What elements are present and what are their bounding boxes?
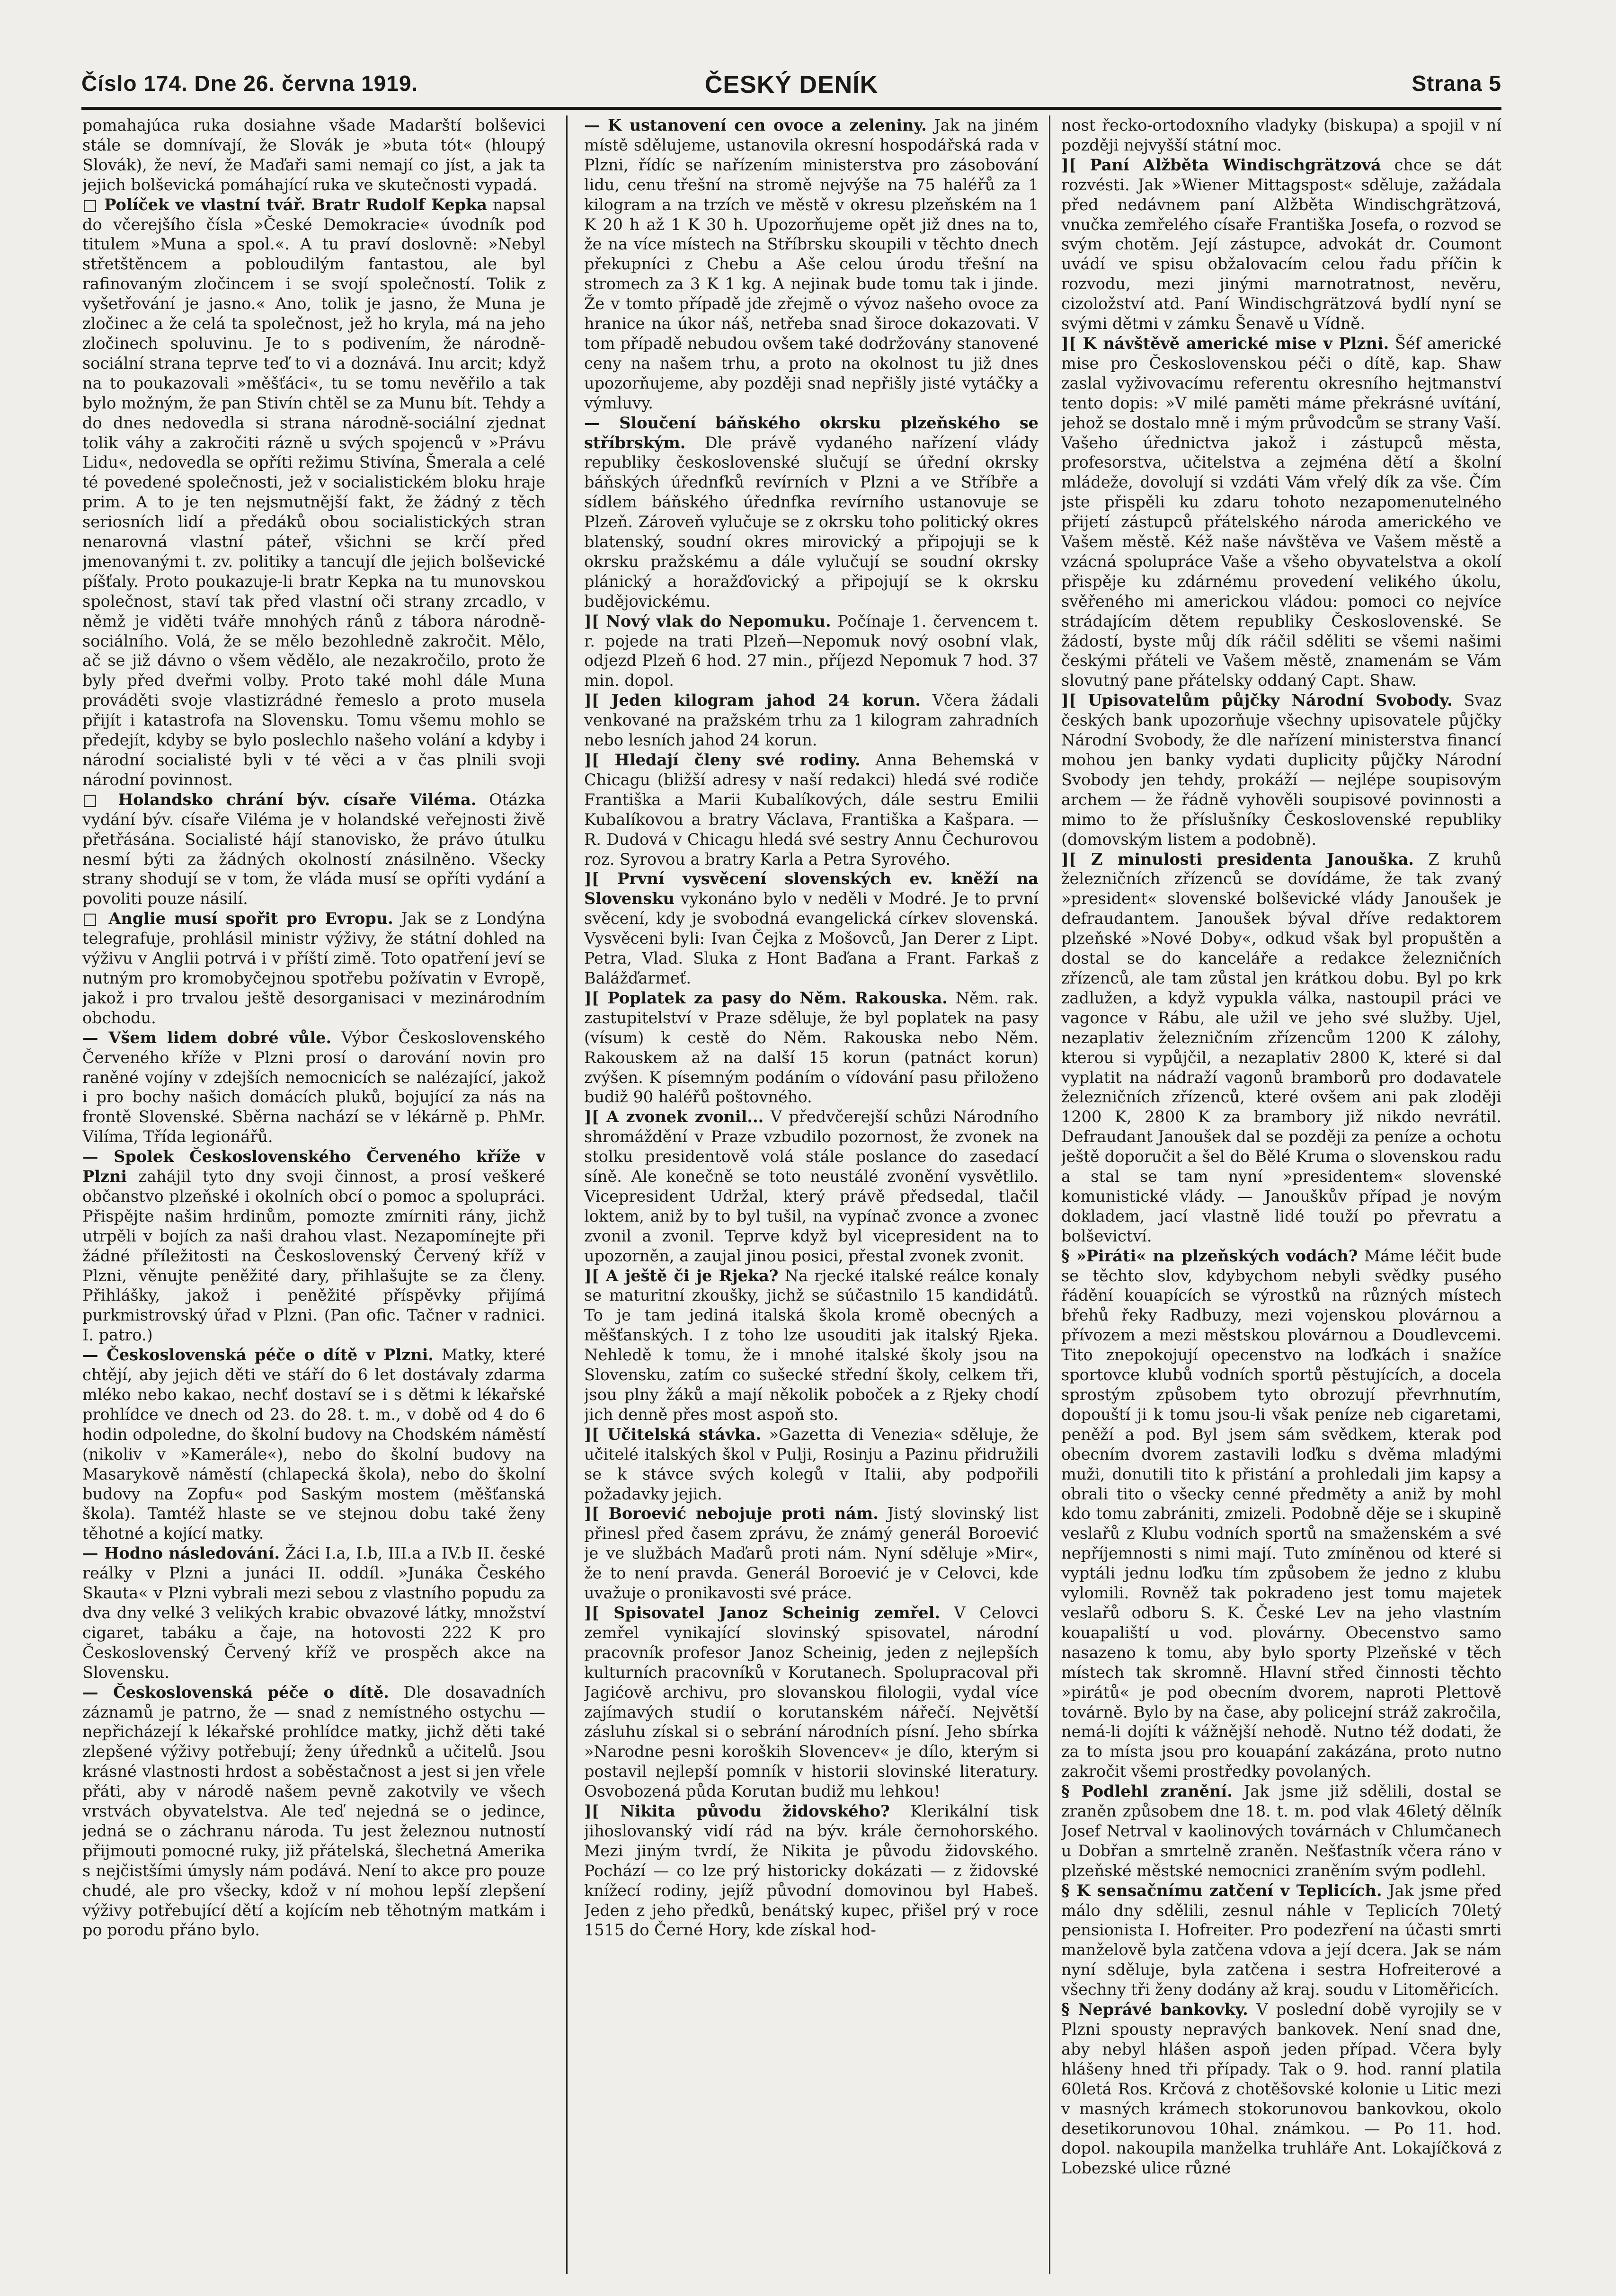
article-text: V Celovci zemřel vynikající slovinský spisovatel, národní pracovník profesor Janoz Scheinig, jeden z nejlepších kulturních pracovníků v Korutanech. Spolupracoval při Jagićově archivu, pro slovanskou filologii, vydal více zajímavých studií o korutanském nářečí. Největší zásluhu získal si o sebrání národních písní. Jeho sbírka »Narodne pesni koroških Slovencev« je dílo, kterým si postavil nejlepší pomník v historii slovinské literatury. Osvobozená půda Korutan budiž mu lehkou! bbox=[584, 1603, 1039, 1801]
article-paragraph bbox=[584, 612, 1039, 691]
article-paragraph bbox=[82, 115, 545, 195]
article-headline: § K sensačnímu zatčení v Teplicích. bbox=[1061, 1881, 1382, 1900]
article-text: V předvčerejší schůzi Národního shromáždění v Praze vzbudilo pozornost, že zvonek na stolku presidentově volá stále poslance do zasedací síně. Ale konečně se toto neustálé zvonění vysvětlilo. Vicepresident Udržal, který právě předsedal, tlačil loktem, aniž by to byl tušil, na vypínač zvonce a zvonec zvonil a zvonil. Teprve když byl vicepresident na to upozorněn, a zaujal jinou posici, přestal zvonek zvonit. bbox=[584, 1108, 1039, 1265]
article-paragraph bbox=[82, 909, 545, 1028]
article-text: »Gazetta di Venezia« sděluje, že učitelé italských škol v Pulji, Rosinju a Pazinu přidružili se k stávce svých kolegů v Italii, aby podpořili požadavky jejich. bbox=[584, 1425, 1039, 1503]
article-text: Na rjecké italské reálce konaly se maturitní zkoušky, jichž se súčastnilo 15 kandidátů. To je tam jediná italská škola kromě obecných a měšťanských. I z toho lze usouditi jak italský Rjeka. Nehledě k tomu, že i mnohé italské školy jsou na Slovensku, zatím co sušecké střední školy, celkem tři, jsou plny žáků a mají několik poboček a z Rjeky chodí jich denně přes most aspoň sto. bbox=[584, 1266, 1039, 1424]
article-headline: ][ Paní Alžběta Windischgrätzová bbox=[1061, 155, 1381, 174]
article-headline: ][ Jeden kilogram jahod 24 korun. bbox=[584, 691, 921, 710]
article-text: Matky, které chtějí, aby jejich děti ve stáří do 6 let dostávaly zdarma mléko nebo kakao, nechť dostaví se i s dětmi k lékařské prohlídce ve dnech od 23. do 28. t. m., v době od 4 do 6 hodin odpoledne, do školní budovy na Chodském náměstí (nikoliv v »Kamerále«), nebo do školní budovy na Masarykově náměstí (chlapecká škola), nebo do školní budovy na Zopfu« pod Saským mostem (měšťanská škola). Tamtéž hlaste se ve stejnou dobu také ženy těhotné a kojící matky. bbox=[82, 1346, 545, 1543]
article-headline: ][ Hledají členy své rodiny. bbox=[584, 751, 861, 769]
article-text: Máme léčit bude se těchto slov, kdybychom nebyli svědky pusého řádění kouapících se výrostků na různých místech břehů řeky Radbuzy, mezi vojenskou plovárnou a přívozem a mezi městskou plovárnou a Doudlevcemi. Tito znepokojují opecenstvo na loďkách i snažíce sportovce klubů vodních sportů pěstujících, a docela sprostým způsobem tyto obrozují převrhnutím, dopouští ji k tomu jsou-li však peníze neb cigaretami, peněží a pod. Byl jsem sám svědkem, kterak pod obecním dvorem zastavili loďku s dvěma mladými muži, donutili tito k přistání a prohledali jim kapsy a obrali tito o všecky cenné předměty a aniž by mohl kdo tomu zabrániti, zmizeli. Podobně děje se i skupině veslařů z Klubu vodních sportů na smaženském a své nepříjemnosti s nimi mají. Tuto zmíněnou od které si vyptáli jednu loďku tím způsobem že jedno z klubu vylomili. Rovněž tak pokradeno jest tomu majetek veslařů odboru S. K. České Lev na jeho vlastním kouapaliští u vod. plovárny. Obecenstvo samo nasazeno k tomu, aby bylo sporty Plzeňské v těch místech tak skromně. Hlavní střed činnosti těchto »pirátů« je pod obecním dvorem, naproti Plettově továrně. Bylo by na čase, aby policejní stráž zakročila, nemá-li dojíti k vážnější nehodě. Nutno též dodati, že za to místa jsou pro kouapání zakázána, proto nutno zakročit všemi prostředky povolaných. bbox=[1061, 1246, 1501, 1781]
article-paragraph bbox=[584, 1504, 1039, 1603]
article-headline: § »Piráti« na plzeňských vodách? bbox=[1061, 1246, 1358, 1265]
article-headline: § Neprávé bankovky. bbox=[1061, 2000, 1248, 2019]
page-header bbox=[81, 69, 1501, 102]
article-paragraph bbox=[82, 1345, 545, 1543]
article-text: Dle dosavadních záznamů je patrno, že — snad z nemístného ostychu — nepřicházejí k lékařské prohlídce matky, jichž děti také zlepšené výživy potřebují; ženy úřednků a učitelů. Jsou krásné vlastnosti hrdost a soběstačnost a jest si jen vřele přáti, aby v národě našem pevně zakotvily ve všech vrstvách obyvatelstva. Ale teď nejedná se o jedince, jedná se o záchranu národa. Tu jest železnou nutností přijmouti pomocné ruky, již přátelská, šlechetná Amerika s nejčistšími úmysly nám podává. Není to akce pro pouze chudé, ale pro všecky, kdož v ní mohou lepší zlepšení výživy potřebující dětí a kojícím neb těhotným matkám i po porodu přáno bylo. bbox=[82, 1683, 545, 1940]
article-paragraph bbox=[1061, 334, 1501, 691]
article-paragraph bbox=[584, 1603, 1039, 1801]
article-headline: ][ Boroević nebojuje proti nám. bbox=[584, 1504, 879, 1523]
article-text: Jak jsme před málo dny sdělili, zesnul náhle v Teplicích 70letý pensionista I. Hofreiter. Pro podezření na účasti smrti manželově byla zatčena vdova a její dcera. Jak se nám nyní sděluje, byla zatčena i sestra Hofreiterové a všechny tři ženy dodány až kraj. soudu v Litoměřicích. bbox=[1061, 1881, 1501, 1999]
article-text: Jistý slovinský list přinesl před časem zprávu, že známý generál Boroević je ve službách Maďarů proti nám. Nyní sděluje »Mir«, že to není pravda. Generál Boroević je v Celovci, kde uvažuje o pronikavosti své práce. bbox=[584, 1504, 1039, 1603]
article-text: Výbor Československého Červeného kříže v Plzni prosí o darování novin pro raněné vojíny v zdejších nemocnicích se nalézající, jakož i pro bochy našich domácích pluků, bojující za nás na frontě Slovenské. Sběrna nachází se v lékárně p. PhMr. Vilíma, Třída legionářů. bbox=[82, 1028, 545, 1146]
article-text: Jak na jiném místě sdělujeme, ustanovila okresní hospodářská rada v Plzni, řídíc se nařízením ministerstva pro zásobování lidu, cenu třešní na stromě nejvýše na 75 haléřů za 1 kilogram a na trzích ve městě v okresu plzeňském na 1 K 20 h až 1 K 30 h. Upozorňujeme opět již dnes na to, že na více místech na Stříbrsku skoupili v těchto dnech překupníci z Chebu a Aše celou úrodu třešní na stromech za 3 K 1 kg. A nejinak bude tomu tak i jinde. Že v tomto případě jde zřejmě o vývoz našeho ovoce za hranice na úkor náš, netřeba snad široce dokazovati. V tom případě nebudou ovšem také dodržovány stanovené ceny na našem trhu, a proto na okolnost tu již dnes upozorňujeme, aby později snad nepřišly jisté vytáčky a výmluvy. bbox=[584, 116, 1039, 412]
article-headline: — Československá péče o dítě v Plzni. bbox=[82, 1346, 434, 1365]
article-text: napsal do včerejšího čísla »České Demokracie« úvodník pod titulem »Muna a spol.«. A tu praví doslovně: »Nebyl střetštěncem a pobloudilým fantastou, ale byl rafinovaným zločincem i se svojí společností. Tolik z vyšetřování je jasno.« Ano, tolik je jasno, že Muna je zločinec a že celá ta společnost, jež ho kryla, má na jeho zločinech spoluvinu. Je to s podivením, že národně-sociální strana teprve teď to vi a doznává. Inu arcit; když na to poukazovali »měšťáci«, tu se tomu nevěřilo a tak bylo možným, že pan Stivín chtěl se za Munu bít. Tehdy a do dnes nedovedla si strana národně-sociální zjednat tolik váhy a zakročiti rázně u svých spojenců v »Právu Lidu«, nedovedla se opříti režimu Stivína, Šmerala a celé té povedené společnosti, jež v socialistickém bloku hraje prim. A to je ten nejsmutnější fakt, že žádný z těch seriosních lidí a předáků obou socialistických stran nenarovná vlastní páteř, všichni se krčí před jmenovanými t. zv. politiky a tancují dle jejich bolševické píšťaly. Proto poukazuje-li bratr Kepka na tu munovskou společnost, staví tak před vlastní oči strany zrcadlo, v němž je viděti tváře mnohých ránů z tábora národně-sociálního. Volá, že se mělo bezohledně zakročit. Mělo, ač se již dávno o všem vědělo, ale nezakročilo, proto že byly před dveřmi volby. Proto také mohl dále Muna prováděti svoje vlastizrádné řemeslo a proto musela přijít i katastrofa na Slovensku. Tomu všemu mohlo se předejít, kdyby se bylo poslechlo našeho volání a kdyby i národní socialisté byli v té věci a v čas plnili svoji národní povinnost. bbox=[82, 195, 545, 789]
article-headline: □ Holandsko chrání býv. císaře Viléma. bbox=[82, 790, 477, 809]
article-text: Žáci I.a, I.b, III.a a IV.b II. české reálky v Plzni a junáci II. oddíl. »Junáka Českého Skauta« v Plzni vybrali mezi sebou z vlastního popudu za dva dny velké 3 velikých krabic obvazové látky, množství cigaret, tabáku a čaje, na hotovosti 222 K pro Československý Červený kříž ve prospěch akce na Slovensku. bbox=[82, 1544, 545, 1682]
masthead: ČESKÝ DENÍK bbox=[704, 71, 879, 98]
article-paragraph bbox=[1061, 1782, 1501, 1881]
article-paragraph bbox=[584, 750, 1039, 869]
article-paragraph bbox=[584, 691, 1039, 750]
article-text: Z kruhů železničních zřízenců se dovídáme, že tak zvaný »president« slovenské bolševické vlády Janoušek je defraudantem. Janoušek býval dříve redaktorem plzeňské »Nové Doby«, odkud však byl propuštěn a dostal se do kanceláře a redakce železničních zřízenců, ale tam zůstal jen krátkou dobu. Byl po krk zadlužen, a když vypukla válka, nastoupil práci ve vagonce v Rábu, ale užil ve jeho své služby. Ujel, nezaplativ železničním zřízencům 1200 K zálohy, kterou si vypůjčil, a nezaplativ 2800 K, které si dal vyplatit na nádraží vagonů bramborů pro dodavatele železničních zřízenců, které ovšem ani pak zloději 1200 K, 2800 K za brambory již nikdo nevrátil. Defraudant Janoušek dal se později za peníze a ochotu ještě doporučit a šel do Bělé Kruma o slovenskou radu a stal se tam nyní »presidentem« slovenské komunistické vlády. — Janouškův případ je novým dokladem, jací vlastně lidé touží po převratu a bolševictví. bbox=[1061, 850, 1501, 1245]
column-1 bbox=[82, 115, 545, 2283]
article-paragraph bbox=[82, 1543, 545, 1682]
article-paragraph bbox=[1061, 155, 1501, 334]
article-text: Jak se z Londýna telegrafuje, prohlásil ministr výživy, že státní dohled na výživu v Anglii potrvá i v příští zimě. Toto opatření jeví se nutným pro kromobyčejnou spotřebu požívatin v Evropě, jakož i pro trvalou ještě desorganisaci v mezinárodním obchodu. bbox=[82, 909, 545, 1027]
column-3 bbox=[1061, 115, 1501, 2283]
article-paragraph bbox=[82, 195, 545, 790]
article-paragraph bbox=[584, 1425, 1039, 1504]
article-paragraph bbox=[1061, 115, 1501, 155]
article-headline: ][ A ještě či je Rjeka? bbox=[584, 1266, 779, 1285]
article-paragraph bbox=[584, 869, 1039, 988]
article-paragraph bbox=[584, 1107, 1039, 1266]
article-headline: ][ Poplatek za pasy do Něm. Rakouska. bbox=[584, 988, 948, 1007]
article-text: Svaz českých bank upozorňuje všechny upisovatele půjčky Národní Svobody, že dle nařízení ministerstva financí mohou jen banky vydati duplicity půjčky Národní Svobody jen tehdy, prokáží — nejlépe soupisovým archem — že řádně vyhověli soupisové povinnosti a mimo to že příslušníky Československé republiky (domovským listem a podobně). bbox=[1061, 691, 1501, 849]
article-text: Šéf americké mise pro Československou péči o dítě, kap. Shaw zaslal vyživovacímu referentu okresního hejtmanství tento dopis: »V milé paměti máme překrásné uvítání, jehož se dostalo mně i mým průvodcům se strany Vaší. Vašeho úřednictva jakož i zástupců města, profesorstva, učitelstva a zejména dětí a školní mládeže, dovolují si vzdáti Vám vřelý dík za vše. Čím jste přispěli ku zdaru tohoto nezapomenutelného přijetí zástupců přátelského národa amerického ve Vašem městě. Kéž naše návštěva ve Vašem městě a vzácná spolupráce Vaše a všeho obyvatelstva a okolí přispěje ku zdárnému provedení velikého úkolu, svěřeného mi americkou vládou: pomoci co nejvíce strádajícím dětem republiky Československé. Se žádostí, byste můj dík ráčil sděliti se všemi našimi českými přáteli ve Vašem městě, znamenám se Vám slovutný pane přátelsky oddaný Capt. Shaw. bbox=[1061, 334, 1501, 690]
article-headline: ][ Učitelská stávka. bbox=[584, 1425, 762, 1444]
article-paragraph bbox=[584, 115, 1039, 413]
article-text: Anna Behemská v Chicagu (bližší adresy v naší redakci) hledá své rodiče Františka a Marii Kubalíkových, dále sestru Emilii Kubalíkovou a bratry Václava, Františka a Kašpara. — R. Dudová v Chicagu hledá své sestry Annu Čechurovou roz. Syrovou a bratry Karla a Petra Syrového. bbox=[584, 751, 1039, 869]
article-headline: ][ A zvonek zvonil... bbox=[584, 1108, 764, 1126]
article-headline: — Spolek Československého Červeného kříže v Plzni bbox=[82, 1147, 545, 1186]
article-text: Jak jsme již sdělili, dostal se zraněn způsobem dne 18. t. m. pod vlak 46letý dělník Josef Netrval v kaolinových továrnách v Chlumčanech u Dobřan a smrtelně zraněn. Nešťastník včera ráno v plzeňské městské nemocnici zraněním svým podlehl. bbox=[1061, 1782, 1501, 1880]
article-headline: — Všem lidem dobré vůle. bbox=[82, 1028, 332, 1047]
article-headline: ][ Z minulosti presidenta Janouška. bbox=[1061, 850, 1414, 869]
article-paragraph bbox=[82, 1683, 545, 1941]
article-paragraph bbox=[82, 1028, 545, 1147]
article-paragraph bbox=[1061, 1246, 1501, 1782]
article-text: chce se dát rozvésti. Jak »Wiener Mittagspost« sděluje, zažádala před nedávnem paní Alžběta Windischgrätzová, vnučka zemřelého císaře Františka Josefa, o rozvod se svým chotěm. Její zástupce, advokát dr. Coumont uvádí ve spisu obžalovacím celou řadu příčin k rozvodu, mezi jinými marnotratnost, nevěru, cizoložství atd. Paní Windischgrätzová bydlí nyní se svými dětmi v zámku Šenavě u Vídně. bbox=[1061, 155, 1501, 333]
column-2 bbox=[584, 115, 1039, 2283]
article-paragraph bbox=[584, 1266, 1039, 1425]
article-headline: ][ Upisovatelům půjčky Národní Svobody. bbox=[1061, 691, 1453, 710]
article-paragraph bbox=[1061, 691, 1501, 849]
page-number: Strana 5 bbox=[1412, 71, 1501, 96]
article-headline: ][ Nikita původu židovského? bbox=[584, 1802, 890, 1821]
article-headline: □ Anglie musí spořit pro Evropu. bbox=[82, 909, 393, 928]
article-text: Včera žádali venkované na pražském trhu za 1 kilogram zahradních nebo lesních jahod 24 korun. bbox=[584, 691, 1039, 750]
article-headline: ][ První vysvěcení slovenských ev. kněží na Slovensku bbox=[584, 869, 1039, 908]
article-paragraph bbox=[82, 790, 545, 909]
article-text: V poslední době vyrojily se v Plzni spousty nepravých bankovek. Není snad dne, aby nebyl hlášen aspoň jeden případ. Včera byly hlášeny hned tři případy. Tak o 9. hod. ranní platila 60letá Ros. Krčová z chotěšovské kolonie u Litic mezi v masných krámech stokorunovou bankovkou, okolo desetikorunovou 10hal. známkou. — Po 11. hod. dopol. nakoupila manželka truhláře Ant. Lokajíčková z Lobezské ulice různé bbox=[1061, 2000, 1501, 2178]
column-divider bbox=[566, 115, 568, 2274]
article-text: Něm. rak. zastupitelství v Praze sděluje, že byl poplatek na pasy (vísum) k cestě do Něm. Rakouska nebo Něm. Rakouskem až na další 15 korun (patnáct korun) zvýšen. K písemným podáním o vídování pasu přiloženo budiž 90 haléřů poštovného. bbox=[584, 988, 1039, 1107]
header-rule bbox=[81, 107, 1501, 110]
article-paragraph bbox=[1061, 2000, 1501, 2178]
issue-date: Číslo 174. Dne 26. června 1919. bbox=[81, 71, 418, 96]
article-text: zahájil tyto dny svoji činnost, a prosí veškeré občanstvo plzeňské i okolních obcí o pomoc a spolupráci. Přispějte našim hrdinům, pomozte zmírniti rány, jichž utrpěli v bojích za naši drahou vlast. Nezapomínejte při žádné příležitosti na Československý Červený kříž v Plzni, věnujte peněžité dary, přihlašujte se za členy. Přihlášky, jakož i peněžité příspěvky přijímá purkmistrovský úřad v Plzni. (Pan ofic. Tačner v radnici. I. patro.) bbox=[82, 1167, 545, 1345]
article-paragraph bbox=[82, 1147, 545, 1345]
article-paragraph bbox=[584, 413, 1039, 612]
article-text: Počínaje 1. červencem t. r. pojede na trati Plzeň—Nepomuk nový osobní vlak, odjezd Plzeň 6 hod. 27 min., příjezd Nepomuk 7 hod. 37 min. dopol. bbox=[584, 612, 1039, 690]
article-headline: ][ Spisovatel Janoz Scheinig zemřel. bbox=[584, 1603, 940, 1622]
article-paragraph bbox=[1061, 1881, 1501, 2000]
article-headline: § Podlehl zranění. bbox=[1061, 1782, 1233, 1801]
article-paragraph bbox=[584, 1801, 1039, 1940]
article-headline: — Československá péče o dítě. bbox=[82, 1683, 389, 1702]
column-divider bbox=[1049, 115, 1050, 2274]
article-text: vykonáno bylo v neděli v Modré. Je to první svěcení, kdy je svobodná evangelická církev slovenská. Vysvěceni byli: Ivan Čejka z Mošovců, Jan Derer z Lipt. Petra, Vlad. Sluka z Hont Baďana a Frant. Farkaš z Balážďarmeť. bbox=[584, 889, 1039, 987]
article-paragraph bbox=[1061, 850, 1501, 1246]
article-headline: ][ K návštěvě americké mise v Plzni. bbox=[1061, 334, 1389, 353]
article-text: nost řecko-ortodoxního vladyky (biskupa) a spojil v ní později nejvyšší státní moc. bbox=[1061, 116, 1501, 154]
article-headline: □ Políček ve vlastní tvář. Bratr Rudolf Kepka bbox=[82, 195, 487, 214]
article-text: Otázka vydání býv. císaře Viléma je v holandské veřejnosti živě přetřásána. Socialisté hájí stanovisko, že právo útulku nesmí býti za žádných okolností znásilněno. Všecky strany shodují se v tom, že vláda musí se opříti vydání a povoliti pouze násilí. bbox=[82, 790, 545, 908]
article-text: Dle právě vydaného nařízení vlády republiky československé slučují se úřední okrsky báňských úřednfků revírních v Plzni a ve Stříbře a sídlem báňského úřednfka revírního ustanovuje se Plzeň. Zároveň vylučuje se z okrsku toho politický okres blatenský, soudní okres mirovický a připojuji se k okrsku pražskému a dále vylučují se soudní okrsky plánický a horažďovický a připojují se k okrsku budějovickému. bbox=[584, 433, 1039, 611]
article-headline: ][ Nový vlak do Nepomuku. bbox=[584, 612, 831, 630]
article-paragraph bbox=[584, 988, 1039, 1107]
article-text: pomahajúca ruka dosiahne všade Madarští bolševici stále se domnívají, že Slovák je »buta tót« (hloupý Slovák), že neví, že Maďaři sami nemají co jíst, a jak ta jejich bolševická pomáhající ruka ve skutečnosti vypadá. bbox=[82, 116, 545, 194]
article-text: Klerikální tisk jihoslovanský vidí rád na býv. krále černohorského. Mezi jiným tvrdí, že Nikita je původu židovského. Pochází — co lze prý historicky dokázati — z židovské knížecí rodiny, jejíž původní domovinou byl Habeš. Jeden z jeho předků, benátský kupec, přišel prý v roce 1515 do Černé Hory, kde získal hod- bbox=[584, 1802, 1039, 1940]
article-headline: — Sloučení báňského okrsku plzeňského se stříbrským. bbox=[584, 413, 1039, 452]
article-headline: — Hodno následování. bbox=[82, 1544, 280, 1563]
article-headline: — K ustanovení cen ovoce a zeleniny. bbox=[584, 116, 927, 134]
